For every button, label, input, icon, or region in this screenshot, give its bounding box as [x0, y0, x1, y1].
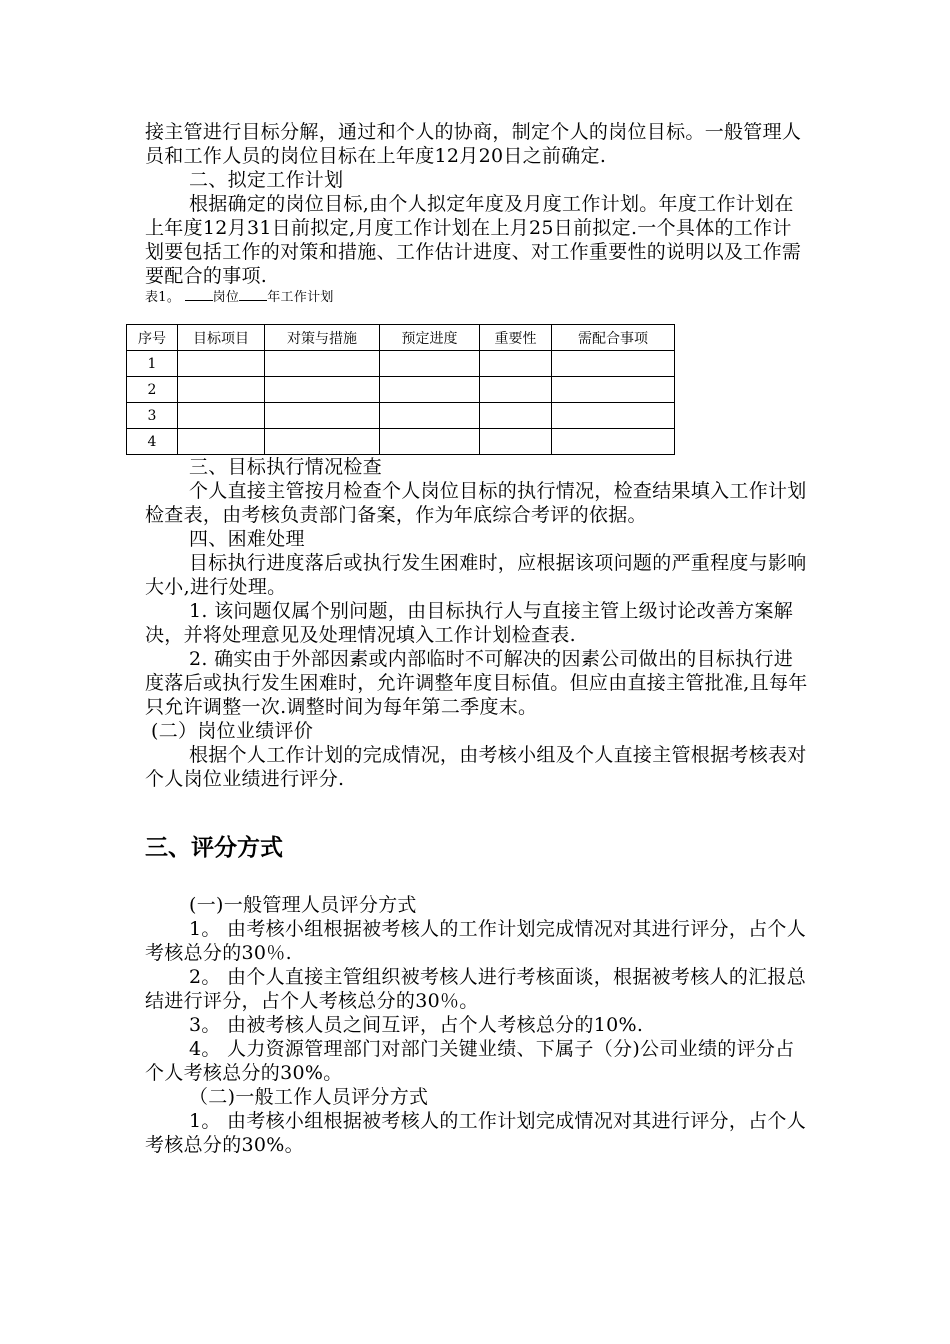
- table-cell-index: 4: [127, 429, 178, 455]
- table-cell: [380, 403, 480, 429]
- paragraph-staff-item-1: 1。 由考核小组根据被考核人的工作计划完成情况对其进行评分，占个人考核总分的30%。: [145, 1110, 807, 1156]
- caption-prefix: 表1。: [145, 290, 185, 305]
- heading-work-plan: 二、拟定工作计划: [189, 169, 344, 191]
- table-cell: [552, 351, 675, 377]
- table-cell: [265, 351, 380, 377]
- caption-mid: 岗位: [212, 290, 240, 305]
- table-cell: [380, 429, 480, 455]
- table-cell: [480, 429, 552, 455]
- caption-blank: [239, 288, 267, 301]
- table-cell: [380, 377, 480, 403]
- paragraph-managers-item-1: 1。 由考核小组根据被考核人的工作计划完成情况对其进行评分，占个人考核总分的30％.: [145, 918, 807, 964]
- paragraph-difficulty-item-2: 2. 确实由于外部因素或内部临时不可解决的因素公司做出的目标执行进度落后或执行发生困难时，允许调整年度目标值。但应由直接主管批准,且每年只允许调整一次.调整时间为每年第二季度末。: [145, 648, 808, 718]
- table-cell: [552, 429, 675, 455]
- table-header-row: [127, 325, 675, 351]
- table-row: [127, 403, 675, 429]
- table-cell: [178, 403, 265, 429]
- table-header-cell: 目标项目: [178, 325, 265, 351]
- heading-managers-scoring: (一)一般管理人员评分方式: [189, 894, 417, 916]
- table-cell-index: 3: [127, 403, 178, 429]
- table-cell: [178, 351, 265, 377]
- heading-staff-scoring: （二)一般工作人员评分方式: [189, 1086, 429, 1108]
- paragraph-goal-setting: 接主管进行目标分解，通过和个人的协商，制定个人的岗位目标。一般管理人员和工作人员的岗位目标在上年度12月20日之前确定.: [145, 121, 802, 167]
- table-cell: [480, 403, 552, 429]
- table-cell: [380, 351, 480, 377]
- table-header-cell: 对策与措施: [265, 325, 380, 351]
- table-cell: [552, 377, 675, 403]
- caption-suffix: 年工作计划: [267, 290, 334, 305]
- table-row: [127, 429, 675, 455]
- table-cell: [480, 377, 552, 403]
- paragraph-managers-item-4: 4。 人力资源管理部门对部门关键业绩、下属子（分)公司业绩的评分占个人考核总分的30%。: [145, 1038, 795, 1084]
- table-cell: [178, 429, 265, 455]
- heading-execution-check: 三、目标执行情况检查: [189, 456, 383, 478]
- table-header-cell: 序号: [127, 325, 178, 351]
- table-cell: [480, 351, 552, 377]
- heading-difficulty-handling: 四、困难处理: [189, 528, 305, 550]
- table-row: [127, 377, 675, 403]
- table-cell: [265, 403, 380, 429]
- paragraph-performance-review: 根据个人工作计划的完成情况，由考核小组及个人直接主管根据考核表对个人岗位业绩进行评分.: [145, 744, 807, 790]
- table-header-cell: 需配合事项: [552, 325, 675, 351]
- paragraph-managers-item-2: 2。 由个人直接主管组织被考核人进行考核面谈，根据被考核人的汇报总结进行评分，占个人考核总分的30％。: [145, 966, 807, 1012]
- table-row: [127, 351, 675, 377]
- paragraph-execution-check: 个人直接主管按月检查个人岗位目标的执行情况，检查结果填入工作计划检查表，由考核负责部门备案，作为年底综合考评的依据。: [145, 480, 807, 526]
- caption-blank: [185, 288, 213, 301]
- table-cell: [265, 377, 380, 403]
- table-cell: [552, 403, 675, 429]
- table-caption: [145, 288, 810, 308]
- paragraph-difficulty-item-1: 1. 该问题仅属个别问题，由目标执行人与直接主管上级讨论改善方案解决，并将处理意见及处理情况填入工作计划检查表.: [145, 600, 794, 646]
- work-plan-table: [126, 324, 675, 455]
- table-header-cell: 预定进度: [380, 325, 480, 351]
- paragraph-managers-item-3: 3。 由被考核人员之间互评，占个人考核总分的10%.: [189, 1014, 644, 1036]
- paragraph-difficulty-handling: 目标执行进度落后或执行发生困难时，应根据该项问题的严重程度与影响大小,进行处理。: [145, 552, 807, 598]
- table-cell-index: 2: [127, 377, 178, 403]
- table-cell: [265, 429, 380, 455]
- table-cell-index: 1: [127, 351, 178, 377]
- heading-performance-review: (二）岗位业绩评价: [151, 720, 314, 742]
- table-header-cell: 重要性: [480, 325, 552, 351]
- document-body: [138, 120, 810, 1157]
- paragraph-work-plan: 根据确定的岗位目标,由个人拟定年度及月度工作计划。年度工作计划在上年度12月31日前拟定,月度工作计划在上月25日前拟定.一个具体的工作计划要包括工作的对策和措施、工作估计进度、对工作重要性的说明以及工作需要配合的事项.: [145, 193, 802, 287]
- section-heading-scoring: 三、评分方式: [145, 835, 283, 861]
- table-cell: [178, 377, 265, 403]
